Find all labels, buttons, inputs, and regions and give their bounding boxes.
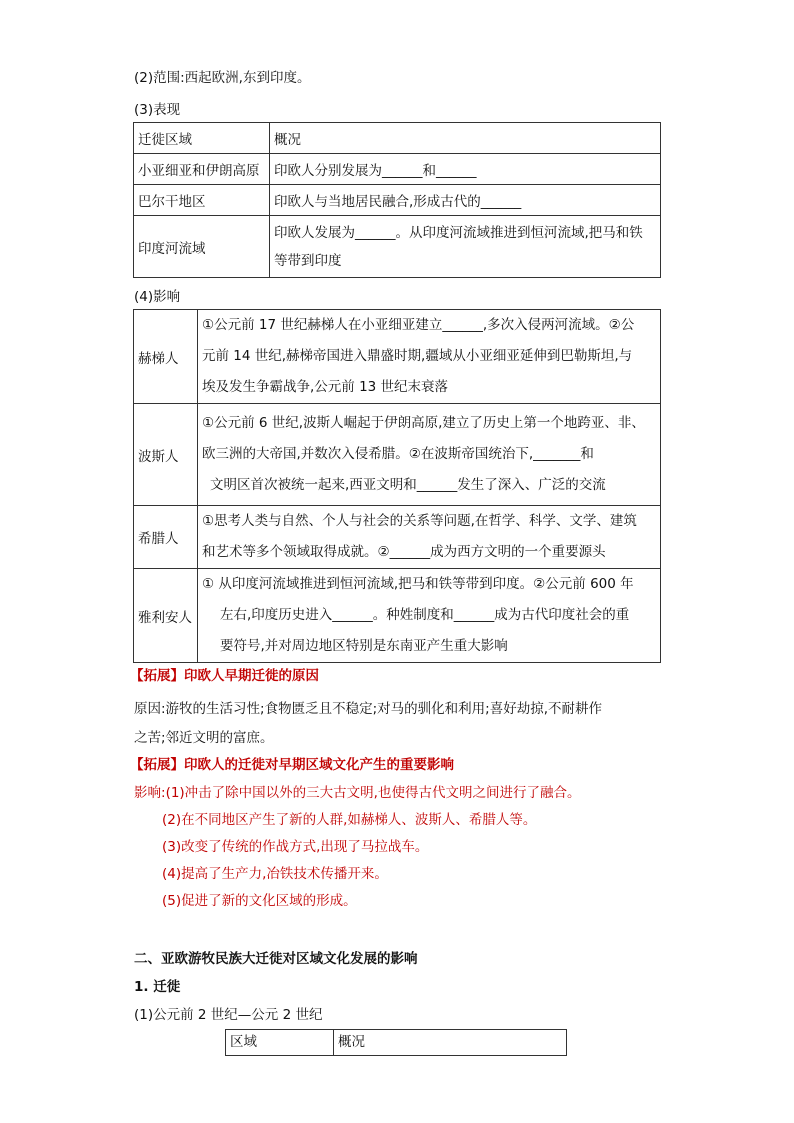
cell-line: 元前 14 世纪,赫梯帝国进入鼎盛时期,疆域从小亚细亚延伸到巴勒斯坦,与 xyxy=(202,348,633,364)
influence-item: (1)冲击了除中国以外的三大古文明,也使得古代文明之间进行了融合。 xyxy=(165,785,581,801)
manifest-heading: (3)表现 xyxy=(134,102,181,118)
table-cell: 小亚细亚和伊朗高原 xyxy=(134,154,270,185)
table-header-cell: 迁徙区域 xyxy=(134,123,270,154)
table-row xyxy=(134,154,661,185)
cell-line: ①思考人类与自然、个人与社会的关系等问题,在哲学、科学、文学、建筑 xyxy=(202,513,637,529)
table-row xyxy=(134,404,661,506)
cell-line: ① 从印度河流域推进到恒河流域,把马和铁等带到印度。②公元前 600 年 xyxy=(202,576,634,592)
cell-line: 文明区首次被统一起来,西亚文明和______发生了深入、广泛的交流 xyxy=(210,477,606,493)
cell-line: ①公元前 6 世纪,波斯人崛起于伊朗高原,建立了历史上第一个地跨亚、非、 xyxy=(202,415,645,431)
table-cell: 印欧人与当地居民融合,形成古代的______ xyxy=(270,185,661,216)
people-name: 雅利安人 xyxy=(134,569,198,663)
cell-line: 要符号,并对周边地区特别是东南亚产生重大影响 xyxy=(220,638,508,654)
cell-line: 欧三洲的大帝国,并数次入侵希腊。②在波斯帝国统治下,_______和 xyxy=(202,446,594,462)
table-row xyxy=(134,506,661,569)
expand-title: 印欧人早期迁徙的原因 xyxy=(184,668,319,684)
table-header-row xyxy=(134,123,661,154)
expand-heading-1 xyxy=(130,664,319,684)
scope-text: (2)范围:西起欧洲,东到印度。 xyxy=(134,70,311,86)
expand-tag: 【拓展】 xyxy=(130,757,184,773)
influence-list xyxy=(134,781,580,801)
people-name: 希腊人 xyxy=(134,506,198,569)
cell-line: 左右,印度历史进入______。种姓制度和______成为古代印度社会的重 xyxy=(220,607,630,623)
table-cell xyxy=(198,569,661,663)
table-cell xyxy=(198,506,661,569)
table-cell xyxy=(198,404,661,506)
influence-item: (3)改变了传统的作战方式,出现了马拉战车。 xyxy=(162,839,429,855)
expand-line: 原因:游牧的生活习性;食物匮乏且不稳定;对马的驯化和利用;喜好劫掠,不耐耕作 xyxy=(134,701,602,717)
expand-tag: 【拓展】 xyxy=(130,668,184,684)
table-cell: 印欧人分别发展为______和______ xyxy=(270,154,661,185)
people-name: 赫梯人 xyxy=(134,310,198,404)
table-cell: 印欧人发展为______。从印度河流域推进到恒河流域,把马和铁等带到印度 xyxy=(270,216,661,278)
influence-table xyxy=(133,309,661,663)
influence-item: (5)促进了新的文化区域的形成。 xyxy=(162,893,357,909)
period-label: (1)公元前 2 世纪—公元 2 世纪 xyxy=(134,1007,323,1023)
influence-prefix: 影响: xyxy=(134,785,166,801)
influence-item: (2)在不同地区产生了新的人群,如赫梯人、波斯人、希腊人等。 xyxy=(162,812,537,828)
table-cell: 印度河流域 xyxy=(134,216,270,278)
cell-line: ①公元前 17 世纪赫梯人在小亚细亚建立______,多次入侵两河流域。②公 xyxy=(202,317,635,333)
expand-title: 印欧人的迁徙对早期区域文化产生的重要影响 xyxy=(184,757,454,773)
table-row xyxy=(134,310,661,404)
table-row xyxy=(134,185,661,216)
subsection-title: 1. 迁徙 xyxy=(134,979,181,995)
table-row xyxy=(134,569,661,663)
table-cell xyxy=(198,310,661,404)
people-name: 波斯人 xyxy=(134,404,198,506)
migration-table xyxy=(133,122,661,278)
cell-line: 埃及发生争霸战争,公元前 13 世纪末衰落 xyxy=(202,379,449,395)
cell-line: 和艺术等多个领域取得成就。②______成为西方文明的一个重要源头 xyxy=(202,544,606,560)
table-row xyxy=(134,216,661,278)
region-table xyxy=(225,1029,567,1056)
table-header-row xyxy=(226,1030,567,1056)
expand-line: 之苦;邻近文明的富庶。 xyxy=(134,730,274,746)
influence-item: (4)提高了生产力,冶铁技术传播开来。 xyxy=(162,866,388,882)
table-header-cell: 概况 xyxy=(270,123,661,154)
section-title: 二、亚欧游牧民族大迁徙对区域文化发展的影响 xyxy=(134,951,418,967)
influence-heading: (4)影响 xyxy=(134,289,181,305)
table-header-cell: 概况 xyxy=(334,1030,567,1056)
table-cell: 巴尔干地区 xyxy=(134,185,270,216)
table-header-cell: 区域 xyxy=(226,1030,334,1056)
expand-heading-2 xyxy=(130,753,454,773)
